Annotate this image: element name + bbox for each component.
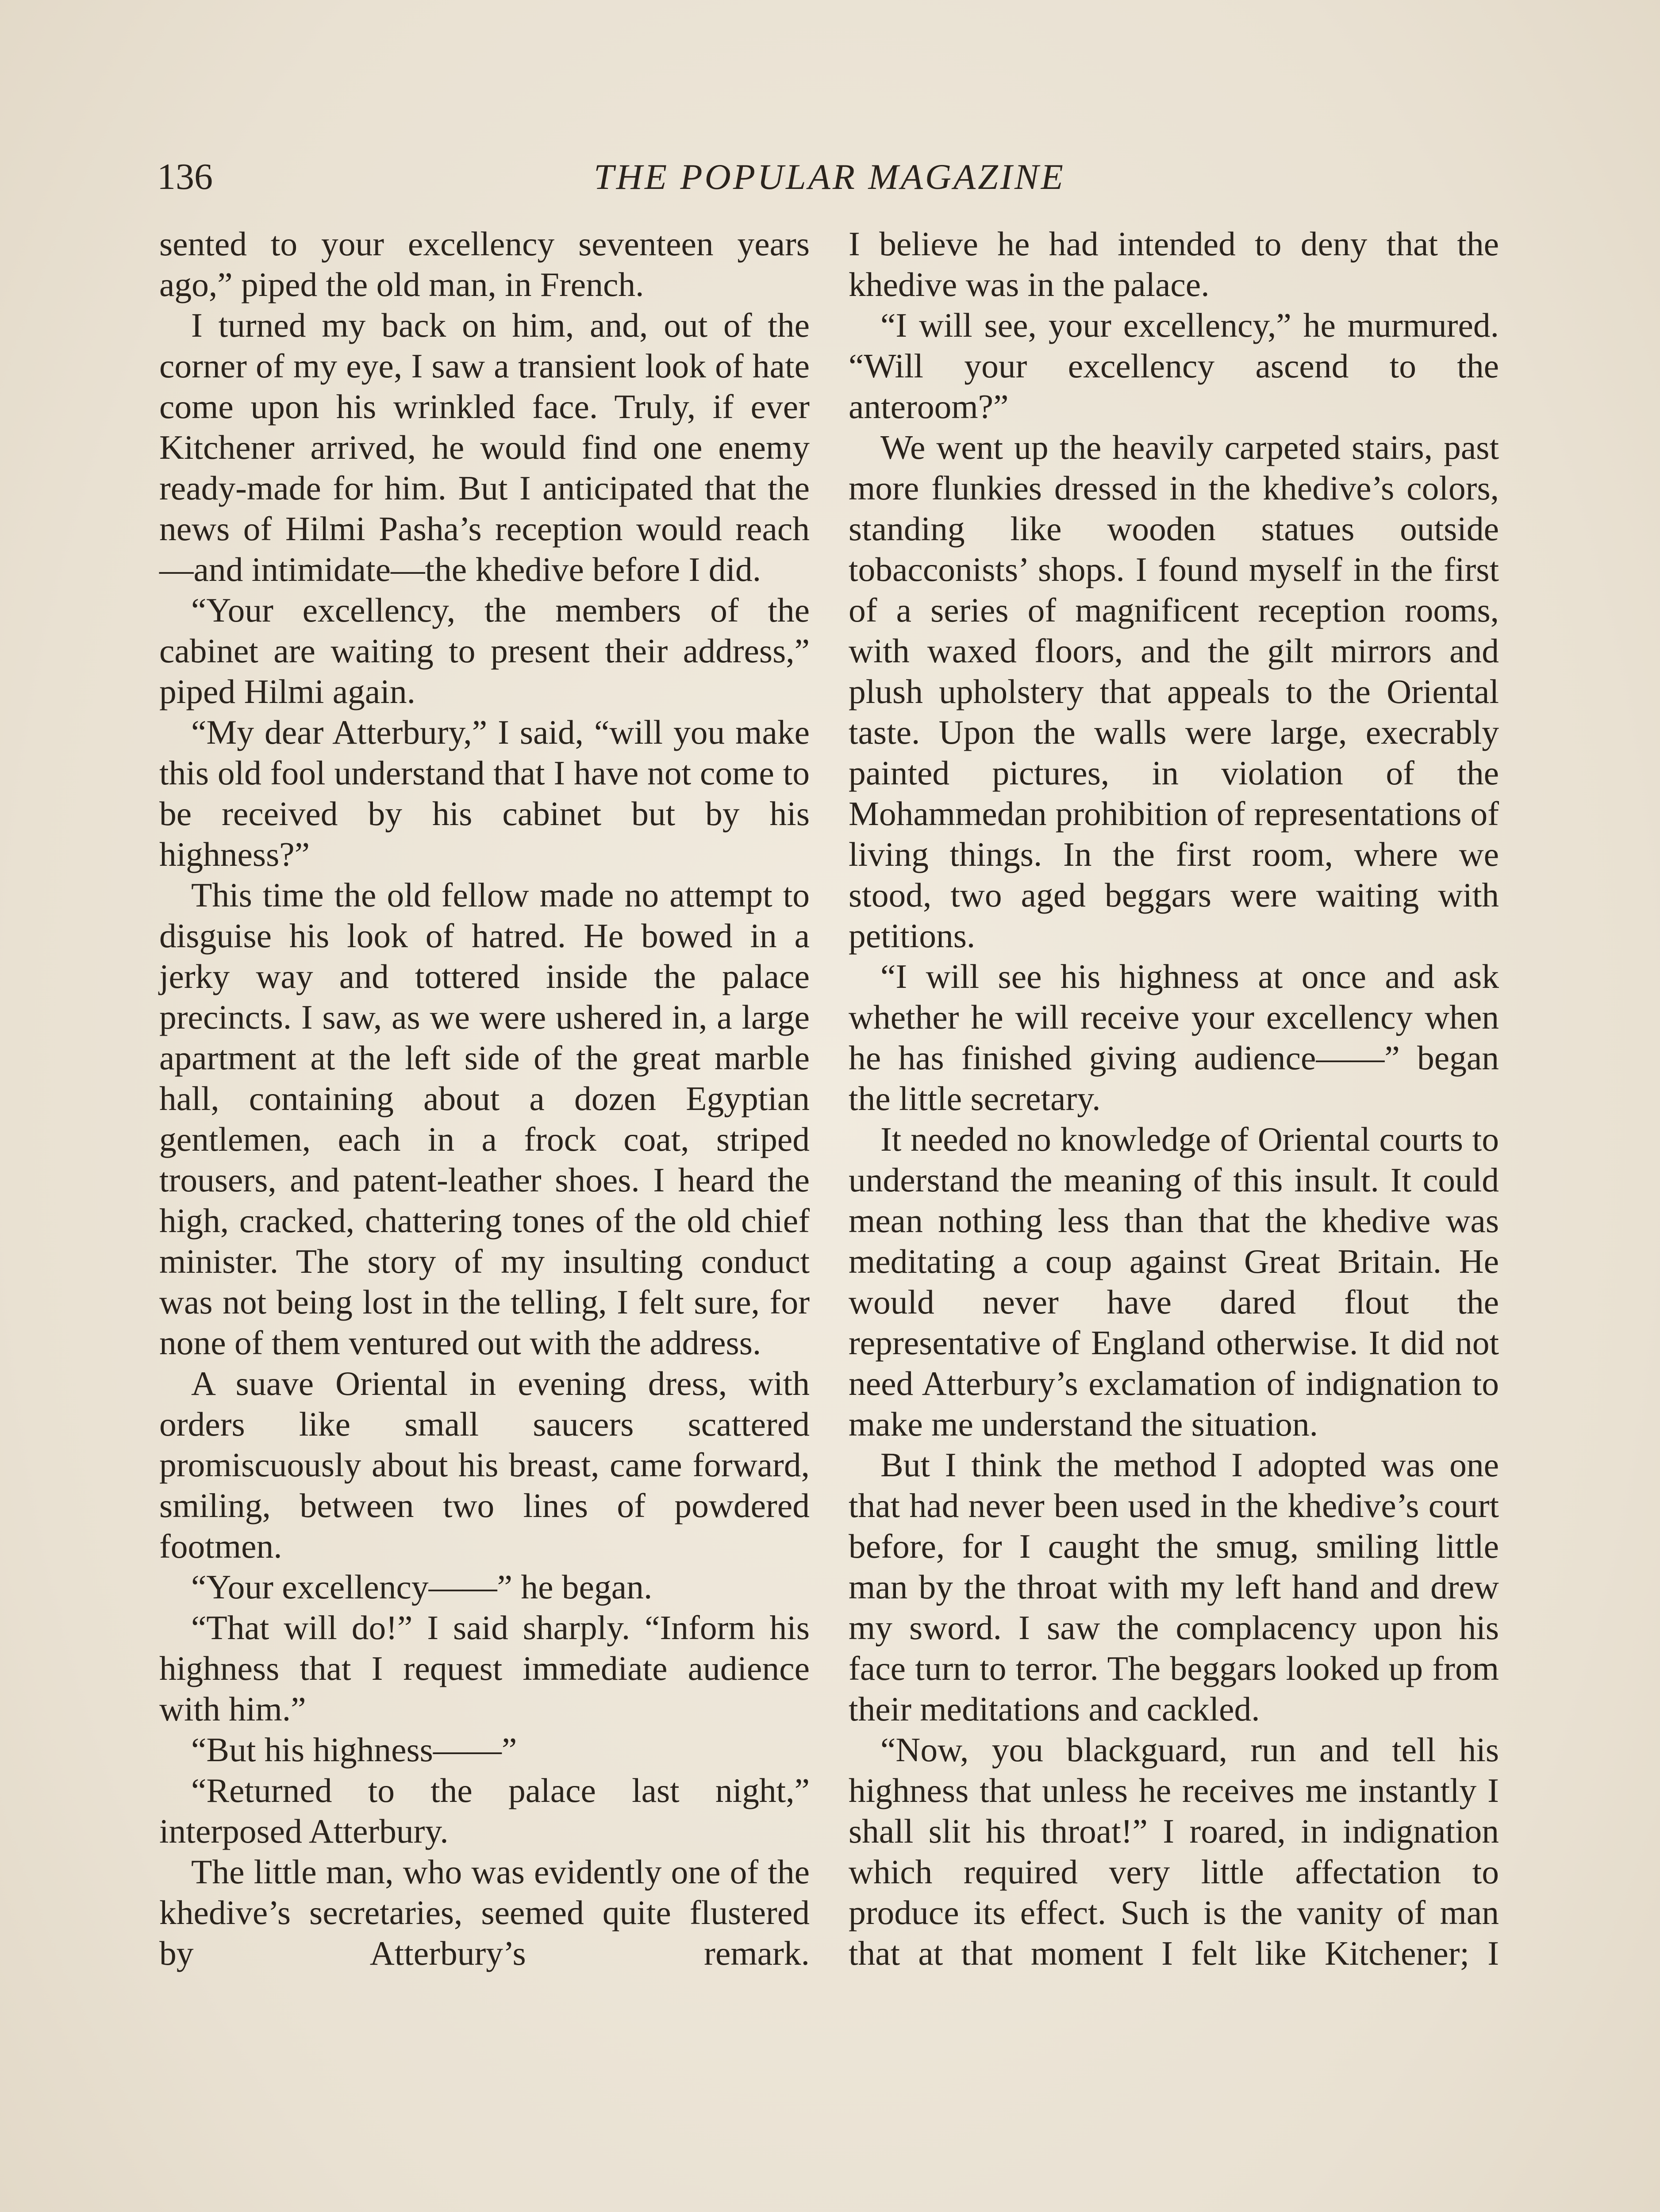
paragraph: sented to your excellency seventeen years ago,” piped the old man, in French. [159,225,810,303]
magazine-title: THE POPULAR MAGAZINE [594,157,1065,197]
paragraph: A suave Oriental in evening dress, with orders like small saucers scattered promiscuously about his breast, came forward, smiling, between two lines of powdered footmen. [159,1364,810,1565]
paragraph: But I think the method I adopted was one that had never been used in the khedive’s court before, for I caught the smug, smiling little man by the throat with my left hand and drew my sword. I saw the complacency upon his face turn to terror. The beggars looked up from their meditations and cackled. [849,1446,1499,1728]
paragraph: This time the old fellow made no attempt to disguise his look of hatred. He bowed in a jerky way and tottered inside the palace precincts. I saw, as we were ushered in, a large apartment at the left side of the great marble hall, containing about a dozen Egyptian gentlemen, each in a frock coat, striped trousers, and patent-leather shoes. I heard the high, cracked, chattering tones of the old chief minister. The story of my insulting conduct was not being lost in the telling, I felt sure, for none of them ventured out with the address. [159,876,810,1362]
paragraph: “I will see his highness at once and ask whether he will receive your excellency when he has finished giving audience——” began the little secretary. [849,957,1499,1118]
paragraph: I turned my back on him, and, out of the corner of my eye, I saw a transient look of hate come upon his wrinkled face. Truly, if ever Kitchener arrived, he would find one enemy ready-made for him. But I anticipated that the news of Hilmi Pasha’s reception would reach—and intimidate—the khedive before I did. [159,306,810,588]
paragraph: I believe he had intended to deny that the khedive was in the palace. [849,225,1499,303]
paragraph: “Returned to the palace last night,” interposed Atterbury. [159,1771,810,1850]
paragraph: “Your excellency, the members of the cabinet are waiting to present their address,” piped Hilmi again. [159,591,810,710]
paragraph: “That will do!” I said sharply. “Inform his highness that I request immediate audience with him.” [159,1609,810,1728]
right-text-column [849,223,1499,1974]
paragraph: It needed no knowledge of Oriental courts to understand the meaning of this insult. It could mean nothing less than that the khedive was meditating a coup against Great Britain. He would never have dared flout the representative of England otherwise. It did not need Atterbury’s exclamation of indignation to make me understand the situation. [849,1120,1499,1443]
paragraph: “My dear Atterbury,” I said, “will you make this old fool understand that I have not come to be received by his cabinet but by his highness?” [159,713,810,873]
paragraph: We went up the heavily carpeted stairs, past more flunkies dressed in the khedive’s colors, standing like wooden statues outside tobacconists’ shops. I found myself in the first of a series of magnificent reception rooms, with waxed floors, and the gilt mirrors and plush upholstery that appeals to the Oriental taste. Upon the walls were large, execrably painted pictures, in violation of the Mohammedan prohibition of representations of living things. In the first room, where we stood, two aged beggars were waiting with petitions. [849,428,1499,955]
running-header [157,148,1502,206]
left-text-column [159,223,810,1974]
paragraph: “I will see, your excellency,” he murmured. “Will your excellency ascend to the anteroom?” [849,306,1499,426]
paragraph: “Your excellency——” he began. [191,1568,653,1606]
paragraph: The little man, who was evidently one of the khedive’s secretaries, seemed quite flustered by Atterbury’s remark. [159,1853,810,1972]
paragraph: “But his highness——” [191,1731,517,1769]
page-number: 136 [157,156,213,197]
paragraph: “Now, you blackguard, run and tell his highness that unless he receives me instantly I shall slit his throat!” I roared, in indignation which required very little affectation to produce its effect. Such is the vanity of man that at that moment I felt like Kitchener; I [849,1731,1499,1972]
